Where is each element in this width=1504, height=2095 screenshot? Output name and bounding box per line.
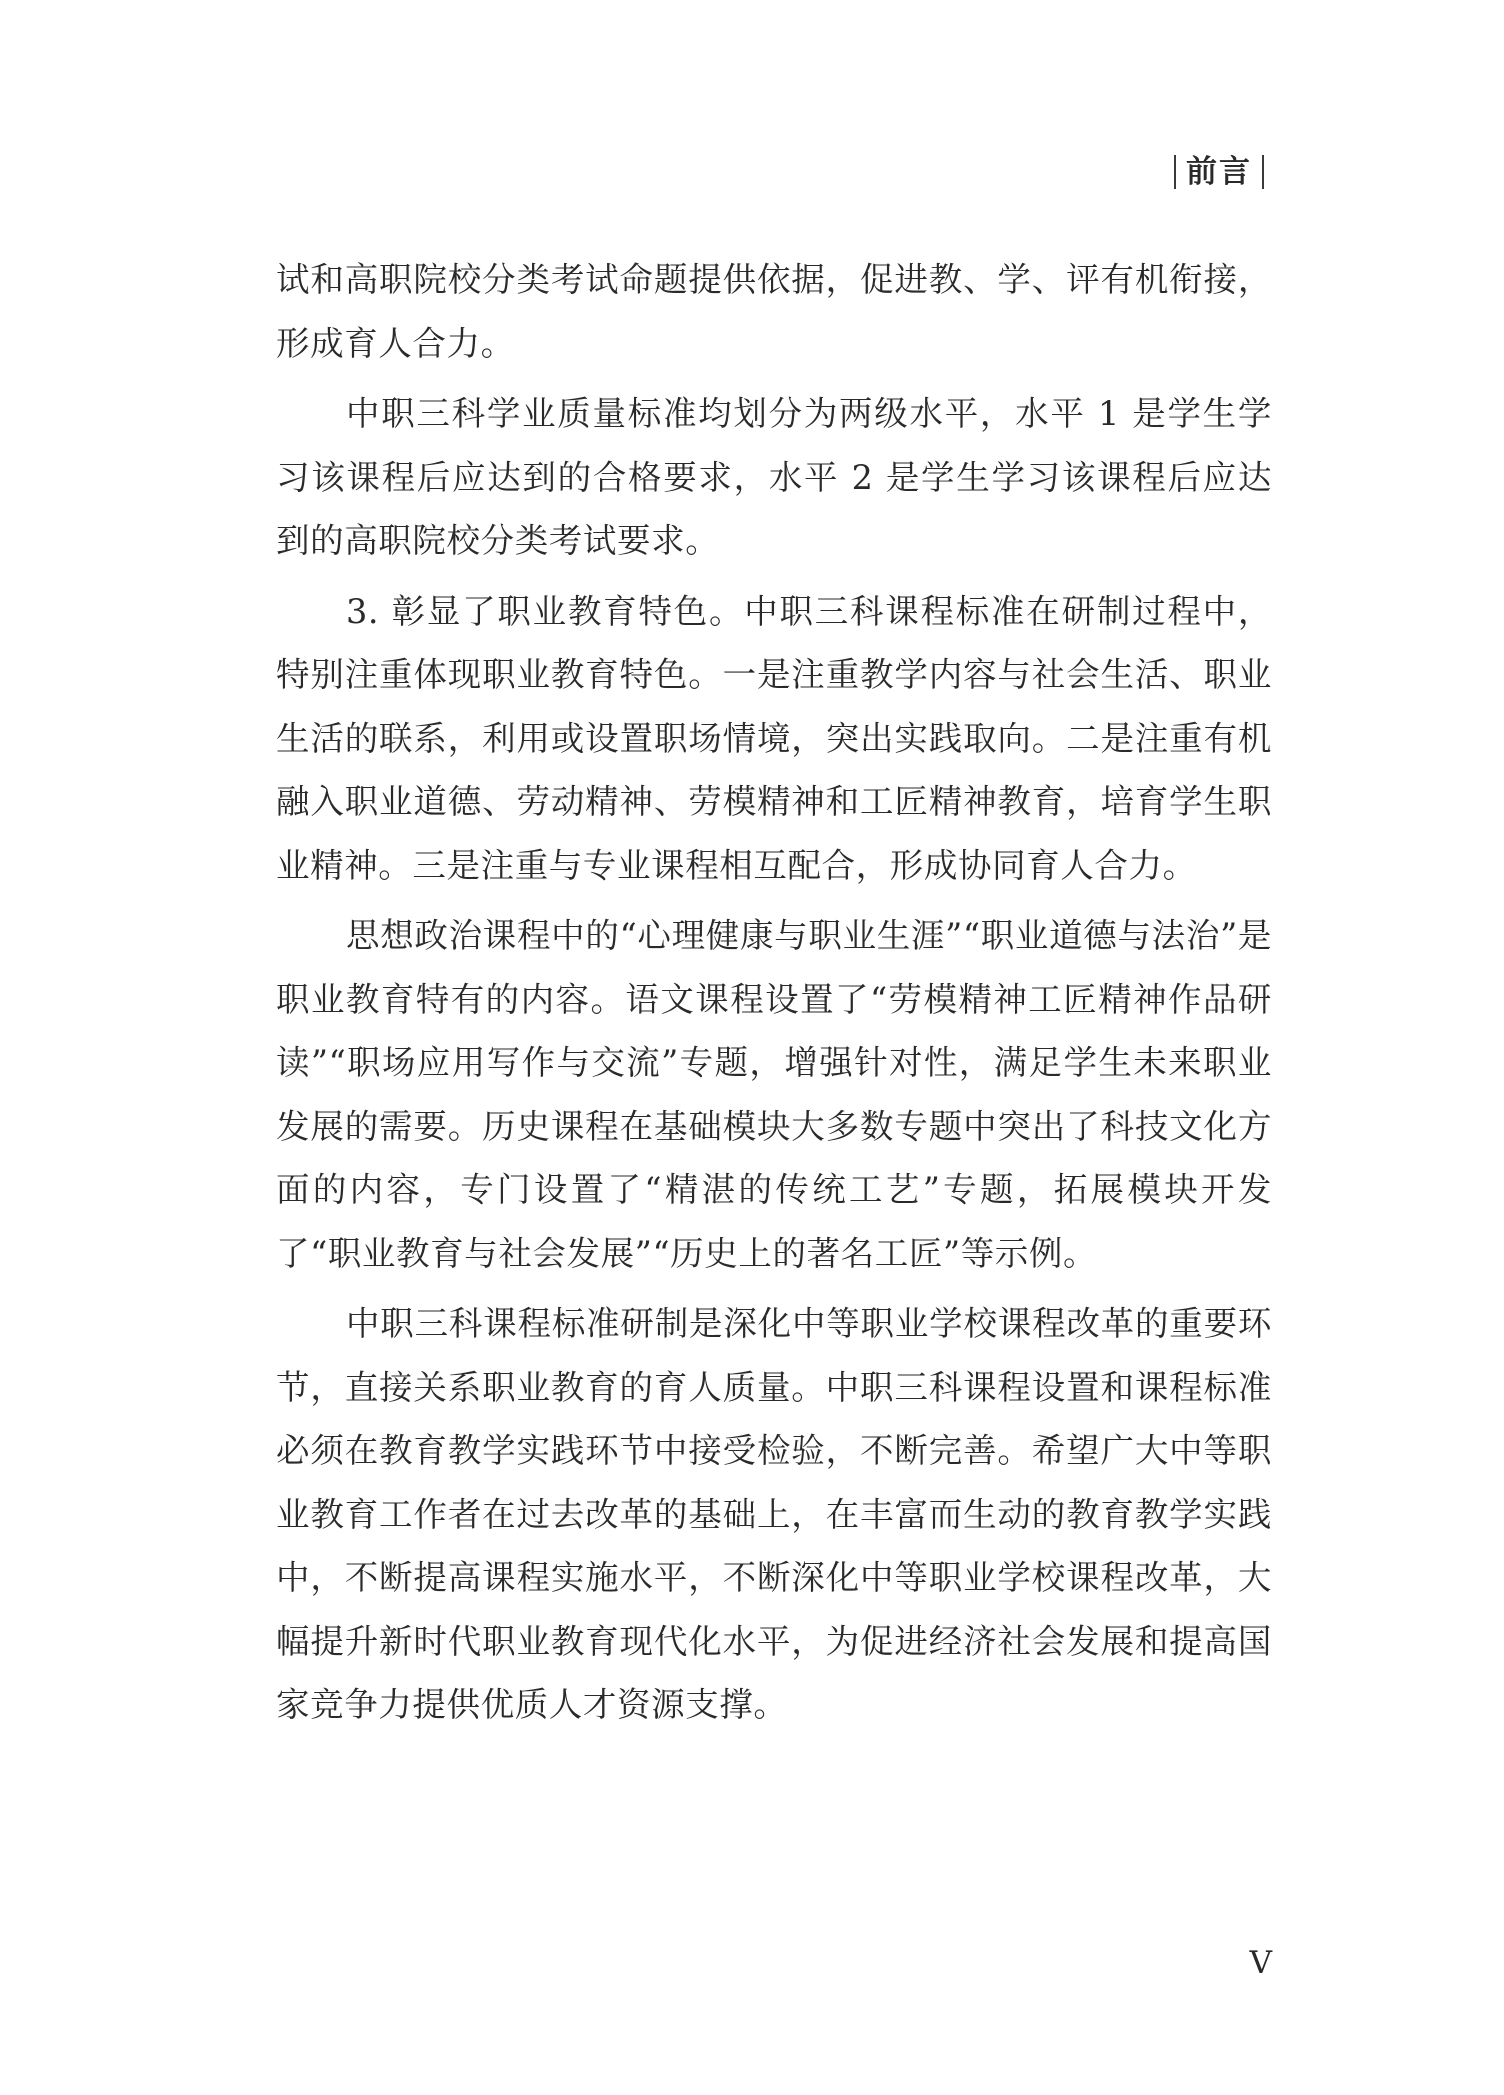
header-right-rule xyxy=(1262,155,1264,189)
header-left-rule xyxy=(1174,155,1176,189)
paragraph: 思想政治课程中的“心理健康与职业生涯”“职业道德与法治”是职业教育特有的内容。语文课程设置了“劳模精神工匠精神作品研读”“职场应用写作与交流”专题，增强针对性，满足学生未来职业发展的需要。历史课程在基础模块大多数专题中突出了科技文化方面的内容，专门设置了“精湛的传统工艺”专题，拓展模块开发了“职业教育与社会发展”“历史上的著名工匠”等示例。 xyxy=(276,916,1272,1273)
paragraph: 3. 彰显了职业教育特色。中职三科课程标准在研制过程中，特别注重体现职业教育特色。一是注重教学内容与社会生活、职业生活的联系，利用或设置职场情境，突出实践取向。二是注重有机融入职业道德、劳动精神、劳模精神和工匠精神教育，培育学生职业精神。三是注重与专业课程相互配合，形成协同育人合力。 xyxy=(276,591,1272,885)
header-title: 前言 xyxy=(1186,154,1252,190)
paragraph: 中职三科课程标准研制是深化中等职业学校课程改革的重要环节，直接关系职业教育的育人质量。中职三科课程设置和课程标准必须在教育教学实践环节中接受检验，不断完善。希望广大中等职业教育工作者在过去改革的基础上，在丰富而生动的教育教学实践中，不断提高课程实施水平，不断深化中等职业学校课程改革，大幅提升新时代职业教育现代化水平，为促进经济社会发展和提高国家竞争力提供优质人才资源支撑。 xyxy=(276,1304,1272,1724)
body-text xyxy=(276,248,1272,1737)
page-number: V xyxy=(1249,1945,1272,1981)
paragraph-continued: 试和高职院校分类考试命题提供依据，促进教、学、评有机衔接，形成育人合力。 xyxy=(276,260,1272,363)
paragraph: 中职三科学业质量标准均划分为两级水平，水平 1 是学生学习该课程后应达到的合格要求，水平 2 是学生学习该课程后应达到的高职院校分类考试要求。 xyxy=(276,394,1272,560)
running-header xyxy=(1164,152,1274,192)
